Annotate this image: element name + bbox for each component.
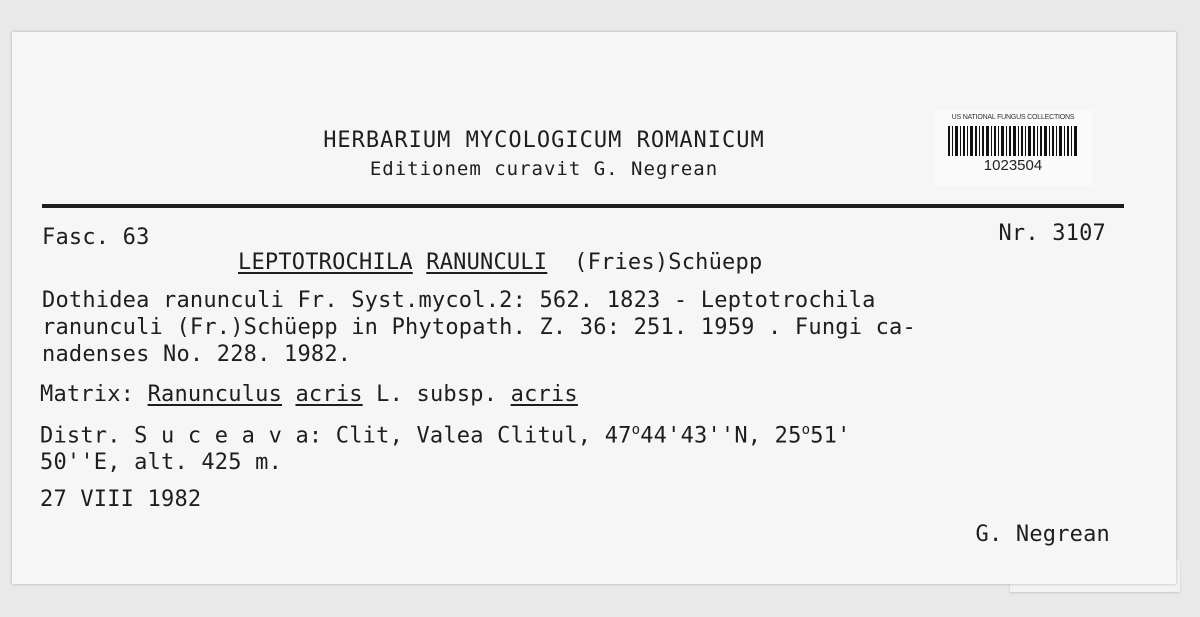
matrix-species: acris [295,382,363,407]
species-epithet: RANUNCULI [426,250,548,275]
matrix-genus: Ranunculus [147,382,283,407]
barcode-icon [948,126,1078,156]
synonymy-line-1: Dothidea ranunculi Fr. Syst.mycol.2: 562. 1823 - Leptotrochila [42,288,876,313]
species-authority: (Fries)Schüepp [574,250,763,275]
collector-name: G. Negrean [975,522,1110,547]
synonymy-line-2: ranunculi (Fr.)Schüepp in Phytopath. Z. 36: 251. 1959 . Fungi ca- [42,315,916,340]
distribution-locality: Distr. S u c e a v a: Clit, Valea Clitul, 47 [40,423,632,449]
species-name [238,250,762,275]
header-divider [42,204,1124,208]
matrix-subspecies: acris [510,382,578,407]
species-genus: LEPTOTROCHILA [238,250,413,275]
herbarium-title: HERBARIUM MYCOLOGICUM ROMANICUM [323,128,765,153]
matrix-rank: L. subsp. [376,382,498,407]
distribution-latitude: 44'43''N, 25 [640,423,802,449]
degree-sign: o [801,422,811,438]
editor-line: Editionem curavit G. Negrean [369,158,719,180]
matrix-line [40,382,578,407]
herbarium-label [12,32,1176,584]
synonymy-line-3: nadenses No. 228. 1982. [42,342,352,367]
barcode-sticker [934,110,1092,186]
barcode-institution: US NATIONAL FUNGUS COLLECTIONS [951,114,1075,121]
collection-date: 27 VIII 1982 [40,487,202,512]
barcode-number: 1023504 [983,157,1043,174]
distribution-line-2: 50''E, alt. 425 m. [40,450,283,475]
degree-sign: o [631,422,641,438]
distribution-longitude: 51' [810,423,851,449]
matrix-label: Matrix: [40,382,135,407]
distribution-line-1 [40,422,851,448]
fascicle-number: Fasc. 63 [42,225,150,250]
exsiccata-number: Nr. 3107 [998,221,1106,246]
